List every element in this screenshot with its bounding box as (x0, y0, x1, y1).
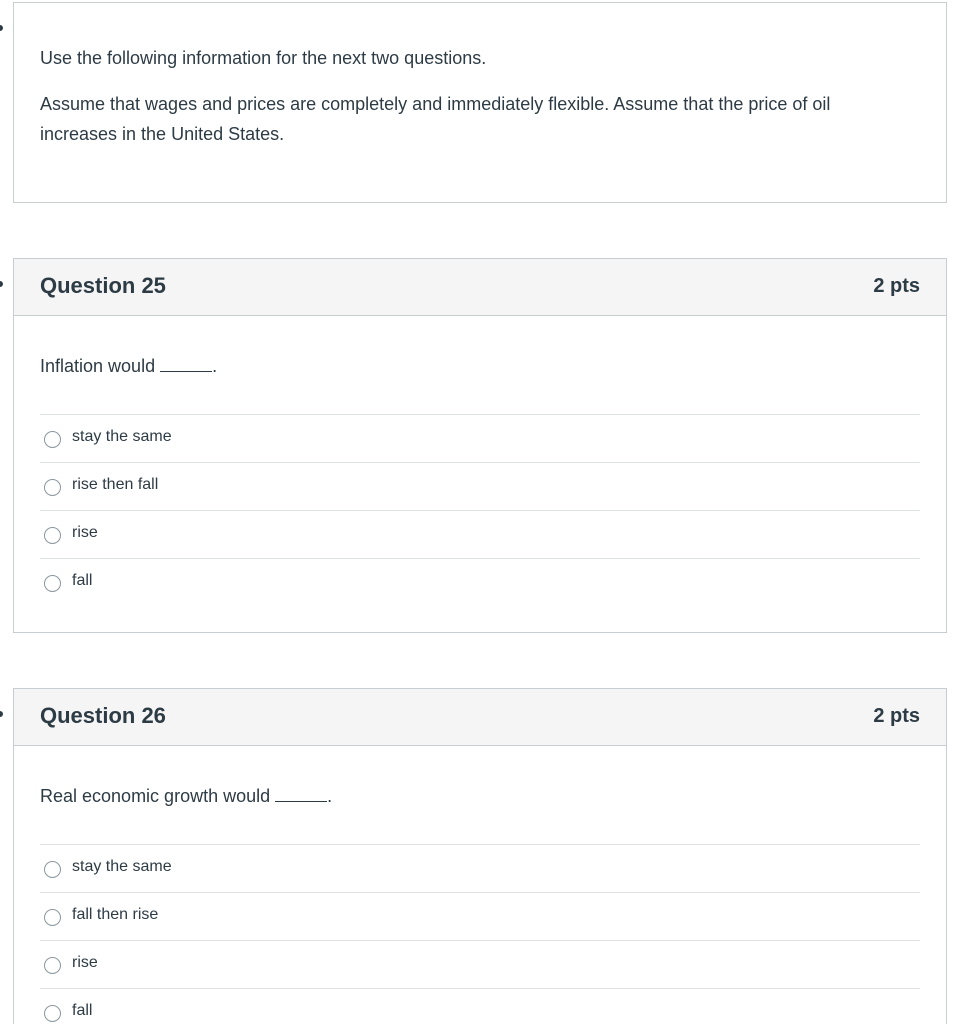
question-card-25 (13, 258, 947, 633)
info-text-assumption (40, 89, 920, 149)
radio-button[interactable] (44, 909, 61, 926)
question-prompt-end: . (327, 786, 333, 806)
answer-label[interactable]: fall then rise (72, 906, 159, 923)
answer-option[interactable] (40, 940, 920, 988)
answer-label[interactable]: fall (72, 1002, 93, 1019)
question-title: Question 25 (40, 273, 166, 298)
answer-label[interactable]: stay the same (72, 428, 172, 445)
answer-label[interactable]: rise (72, 954, 98, 971)
answer-label[interactable]: rise then fall (72, 476, 159, 493)
radio-button[interactable] (44, 957, 61, 974)
radio-button[interactable] (44, 527, 61, 544)
question-prompt (40, 786, 332, 807)
question-card-26 (13, 688, 947, 1024)
answer-list (40, 844, 920, 1024)
edge-marker (0, 281, 3, 287)
answer-label[interactable]: rise (72, 524, 98, 541)
answer-option[interactable] (40, 414, 920, 462)
radio-button[interactable] (44, 479, 61, 496)
radio-button[interactable] (44, 1005, 61, 1022)
edge-marker (0, 25, 3, 31)
question-prompt-end: . (212, 356, 218, 376)
info-card (13, 2, 947, 203)
answer-option[interactable] (40, 462, 920, 510)
radio-button[interactable] (44, 431, 61, 448)
answer-option[interactable] (40, 510, 920, 558)
answer-label[interactable]: fall (72, 572, 93, 589)
question-header (14, 689, 946, 746)
answer-option[interactable] (40, 844, 920, 892)
info-text-assumption-part1: Assume that wages and prices are completely and immediately flexible. Assume that the price of oil (40, 94, 831, 114)
question-prompt-text: Real economic growth would (40, 786, 271, 806)
answer-option[interactable] (40, 558, 920, 606)
question-header (14, 259, 946, 316)
radio-button[interactable] (44, 861, 61, 878)
question-title: Question 26 (40, 703, 166, 728)
question-prompt-text: Inflation would (40, 356, 156, 376)
answer-option[interactable] (40, 892, 920, 940)
answer-list (40, 414, 920, 606)
radio-button[interactable] (44, 575, 61, 592)
info-text-assumption-part2: increases in the United States. (40, 124, 285, 144)
answer-blank (275, 787, 327, 802)
answer-label[interactable]: stay the same (72, 858, 172, 875)
question-points: 2 pts (873, 275, 920, 297)
edge-marker (0, 711, 3, 717)
question-prompt (40, 356, 217, 377)
answer-option[interactable] (40, 988, 920, 1024)
info-text-intro: Use the following information for the next two questions. (40, 48, 487, 68)
question-points: 2 pts (873, 705, 920, 727)
answer-blank (160, 357, 212, 372)
